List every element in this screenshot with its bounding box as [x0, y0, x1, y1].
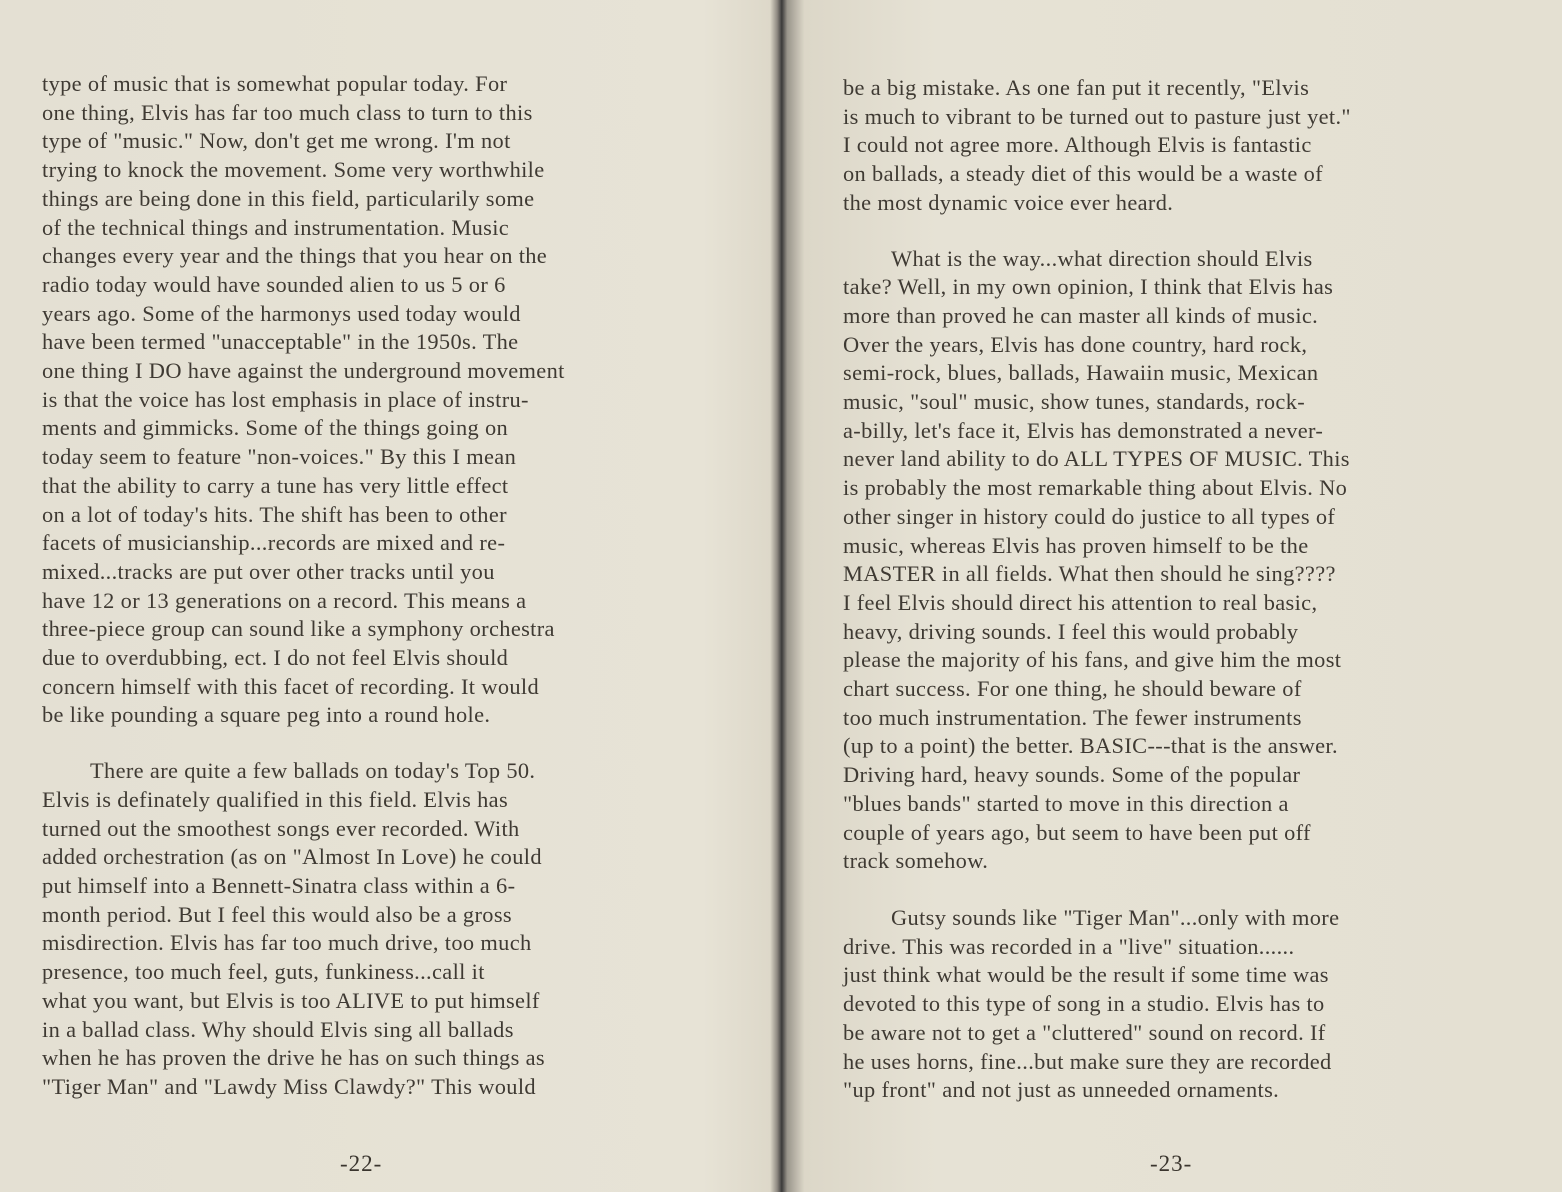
text-line: Elvis is definately qualified in this field. Elvis has — [42, 786, 509, 812]
paragraph — [843, 245, 1562, 876]
text-line: he uses horns, fine...but make sure they are recorded — [843, 1048, 1332, 1074]
text-line: "up front" and not just as unneeded ornaments. — [843, 1077, 1280, 1103]
text-line: facets of musicianship...records are mixed and re- — [42, 530, 506, 556]
text-line: drive. This was recorded in a "live" situation...... — [843, 933, 1295, 959]
text-line: added orchestration (as on "Almost In Love) he could — [42, 844, 542, 870]
text-line: have 12 or 13 generations on a record. This means a — [42, 587, 527, 613]
text-line: take? Well, in my own opinion, I think that Elvis has — [843, 274, 1334, 300]
text-line: There are quite a few ballads on today's Top 50. — [90, 758, 536, 784]
text-line: three-piece group can sound like a symphony orchestra — [42, 616, 555, 642]
text-line: be a big mistake. As one fan put it recently, "Elvis — [843, 75, 1310, 100]
left-page — [0, 0, 775, 1192]
text-line: "Tiger Man" and "Lawdy Miss Clawdy?" This would — [42, 1073, 536, 1099]
text-line: just think what would be the result if some time was — [843, 962, 1329, 988]
text-line: track somehow. — [843, 848, 989, 874]
text-line: years ago. Some of the harmonys used today would — [42, 300, 521, 326]
page-number: -22- — [340, 1151, 383, 1176]
text-line: the most dynamic voice ever heard. — [843, 189, 1174, 215]
text-line: be aware not to get a "cluttered" sound on record. If — [843, 1019, 1326, 1045]
right-page — [785, 0, 1562, 1192]
text-line: semi-rock, blues, ballads, Hawaiin music, Mexican — [843, 360, 1319, 386]
text-line: heavy, driving sounds. I feel this would probably — [843, 618, 1299, 644]
text-line: What is the way...what direction should Elvis — [891, 245, 1313, 271]
text-line: Driving hard, heavy sounds. Some of the popular — [843, 762, 1301, 788]
text-line: things are being done in this field, particularily some — [42, 185, 535, 211]
text-line: one thing I DO have against the underground movement — [42, 358, 565, 384]
paragraph — [42, 757, 775, 1101]
text-line: one thing, Elvis has far too much class to turn to this — [42, 99, 533, 125]
text-line: radio today would have sounded alien to us 5 or 6 — [42, 271, 506, 297]
text-line: I could not agree more. Although Elvis is fantastic — [843, 132, 1312, 158]
text-line: is probably the most remarkable thing about Elvis. No — [843, 475, 1348, 501]
text-line: due to overdubbing, ect. I do not feel Elvis should — [42, 645, 509, 671]
text-line: trying to knock the movement. Some very worthwhile — [42, 157, 545, 183]
text-line: Gutsy sounds like "Tiger Man"...only with more — [891, 904, 1340, 930]
text-line: "blues bands" started to move in this direction a — [843, 790, 1289, 816]
text-line: concern himself with this facet of recording. It would — [42, 673, 540, 699]
text-line: chart success. For one thing, he should beware of — [843, 676, 1302, 702]
text-line: MASTER in all fields. What then should he sing???? — [843, 561, 1336, 587]
text-line: on ballads, a steady diet of this would be a waste of — [843, 161, 1323, 187]
text-line: please the majority of his fans, and give him the most — [843, 647, 1342, 673]
paragraph — [843, 74, 1562, 218]
text-line: put himself into a Bennett-Sinatra class within a 6- — [42, 872, 516, 898]
text-line: devoted to this type of song in a studio. Elvis has to — [843, 991, 1325, 1017]
text-line: of the technical things and instrumentation. Music — [42, 214, 510, 240]
text-line: in a ballad class. Why should Elvis sing all ballads — [42, 1016, 514, 1042]
text-line: mixed...tracks are put over other tracks until you — [42, 558, 495, 584]
text-line: have been termed "unacceptable" in the 1950s. The — [42, 329, 519, 355]
text-line: other singer in history could do justice to all types of — [843, 503, 1336, 529]
text-line: on a lot of today's hits. The shift has been to other — [42, 501, 507, 527]
text-line: month period. But I feel this would also be a gross — [42, 901, 512, 927]
text-line: a-billy, let's face it, Elvis has demonstrated a never- — [843, 417, 1324, 443]
text-line: couple of years ago, but seem to have been put off — [843, 819, 1311, 845]
text-line: turned out the smoothest songs ever recorded. With — [42, 815, 520, 841]
text-line: when he has proven the drive he has on such things as — [42, 1045, 545, 1071]
text-line: misdirection. Elvis has far too much drive, too much — [42, 930, 532, 956]
text-line: today seem to feature "non-voices." By this I mean — [42, 444, 517, 470]
paragraph — [843, 904, 1562, 1105]
text-line: presence, too much feel, guts, funkiness...call it — [42, 959, 485, 985]
text-line: I feel Elvis should direct his attention to real basic, — [843, 589, 1318, 615]
text-line: more than proved he can master all kinds of music. — [843, 302, 1319, 328]
text-line: (up to a point) the better. BASIC---that is the answer. — [843, 733, 1338, 759]
text-line: is that the voice has lost emphasis in place of instru- — [42, 386, 529, 412]
text-line: music, whereas Elvis has proven himself to be the — [843, 532, 1309, 558]
text-line: ments and gimmicks. Some of the things going on — [42, 415, 509, 441]
paragraph — [42, 70, 775, 730]
text-line: type of music that is somewhat popular today. For — [42, 71, 508, 96]
text-line: music, "soul" music, show tunes, standards, rock- — [843, 389, 1306, 415]
text-line: Over the years, Elvis has done country, hard rock, — [843, 331, 1308, 357]
text-line: that the ability to carry a tune has very little effect — [42, 472, 509, 498]
text-line: never land ability to do ALL TYPES OF MUSIC. This — [843, 446, 1350, 472]
text-line: is much to vibrant to be turned out to pasture just yet." — [843, 103, 1351, 129]
text-line: changes every year and the things that you hear on the — [42, 243, 548, 269]
text-line: be like pounding a square peg into a round hole. — [42, 702, 491, 728]
text-line: type of "music." Now, don't get me wrong. I'm not — [42, 128, 511, 154]
page-number: -23- — [1150, 1151, 1193, 1176]
text-line: too much instrumentation. The fewer instruments — [843, 704, 1302, 730]
text-line: what you want, but Elvis is too ALIVE to put himself — [42, 987, 540, 1013]
